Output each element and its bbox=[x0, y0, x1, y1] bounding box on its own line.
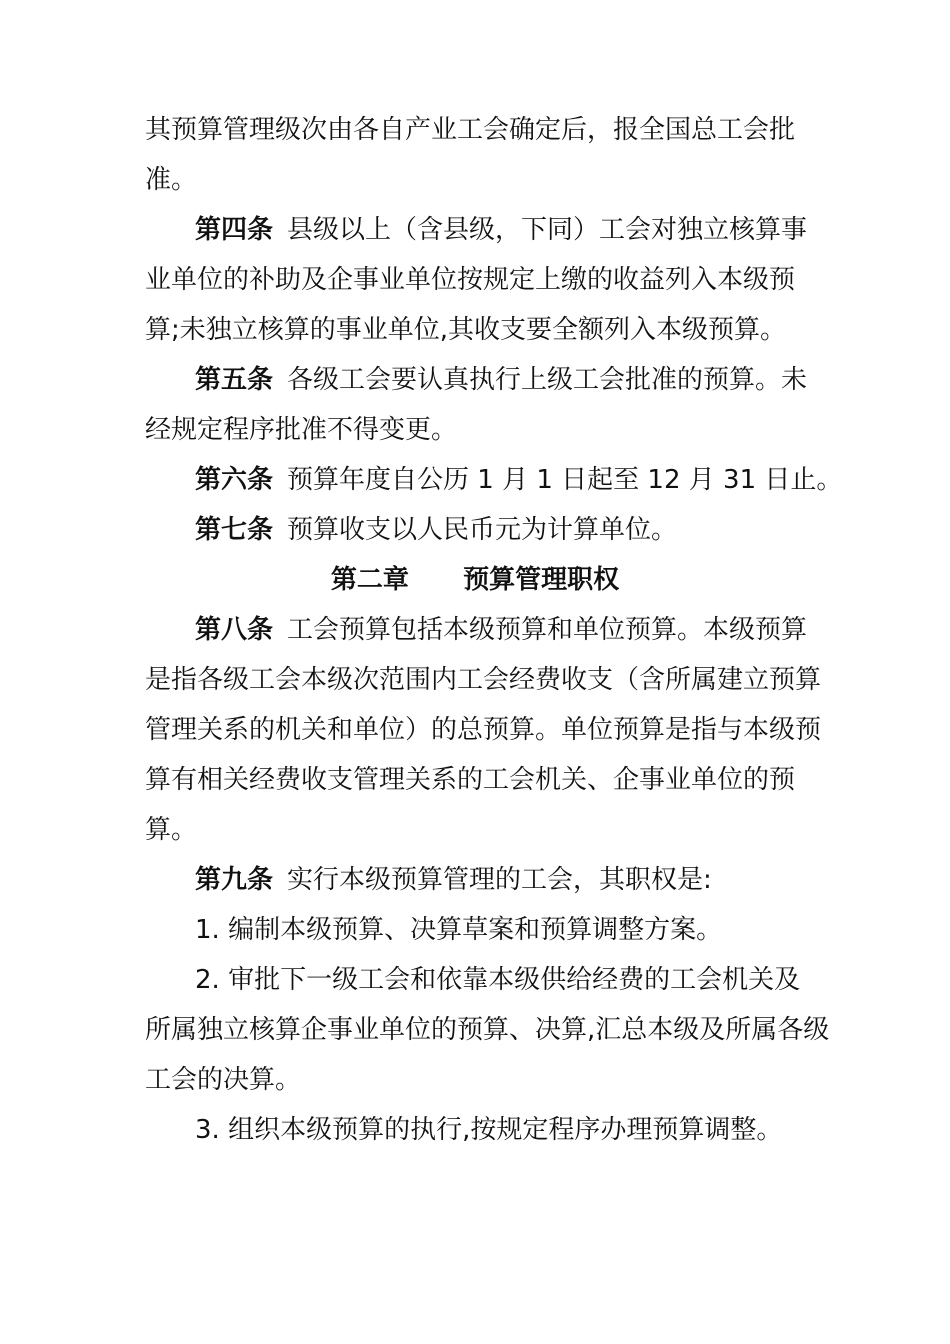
article-text: 工会预算包括本级预算和单位预算。本级预算 bbox=[287, 615, 808, 645]
list-item-3: 3. 组织本级预算的执行,按规定程序办理预算调整。 bbox=[195, 1115, 783, 1145]
list-item-1: 1. 编制本级预算、决算草案和预算调整方案。 bbox=[195, 915, 723, 945]
text-line: 所属独立核算企事业单位的预算、决算,汇总本级及所属各级 bbox=[145, 1015, 830, 1045]
article-8-line bbox=[195, 612, 875, 648]
article-9-line bbox=[195, 862, 875, 898]
text-line: 管理关系的机关和单位）的总预算。单位预算是指与本级预 bbox=[145, 715, 822, 745]
text-line: 算;未独立核算的事业单位,其收支要全额列入本级预算。 bbox=[145, 315, 787, 345]
text-line: 经规定程序批准不得变更。 bbox=[145, 415, 458, 445]
text-line: 工会的决算。 bbox=[145, 1065, 302, 1095]
article-text: 预算收支以人民币元为计算单位。 bbox=[287, 515, 678, 545]
text-line: 准。 bbox=[145, 165, 198, 195]
text-line: 算有相关经费收支管理关系的工会机关、企事业单位的预 bbox=[145, 765, 796, 795]
article-4-line bbox=[195, 212, 875, 248]
article-text: 实行本级预算管理的工会，其职权是: bbox=[287, 865, 712, 895]
article-title: 第五条 bbox=[195, 365, 274, 395]
article-title: 第四条 bbox=[195, 215, 274, 245]
chapter-name: 预算管理职权 bbox=[463, 565, 620, 595]
article-title: 第九条 bbox=[195, 865, 274, 895]
article-text: 各级工会要认真执行上级工会批准的预算。未 bbox=[287, 365, 808, 395]
article-text: 县级以上（含县级，下同）工会对独立核算事 bbox=[287, 215, 808, 245]
list-item-2: 2. 审批下一级工会和依靠本级供给经费的工会机关及 bbox=[195, 965, 801, 995]
text-line: 其预算管理级次由各自产业工会确定后，报全国总工会批 bbox=[145, 115, 796, 145]
article-text: 预算年度自公历 1 月 1 日起至 12 月 31 日止。 bbox=[287, 465, 843, 495]
article-title: 第六条 bbox=[195, 465, 274, 495]
text-line: 算。 bbox=[145, 815, 198, 845]
article-7-line bbox=[195, 512, 875, 548]
chapter-heading bbox=[0, 562, 950, 598]
article-title: 第八条 bbox=[195, 615, 274, 645]
text-line: 业单位的补助及企事业单位按规定上缴的收益列入本级预 bbox=[145, 265, 796, 295]
text-line: 是指各级工会本级次范围内工会经费收支（含所属建立预算 bbox=[145, 665, 822, 695]
chapter-number: 第二章 bbox=[330, 565, 409, 595]
article-title: 第七条 bbox=[195, 515, 274, 545]
article-6-line bbox=[195, 462, 875, 498]
article-5-line bbox=[195, 362, 875, 398]
